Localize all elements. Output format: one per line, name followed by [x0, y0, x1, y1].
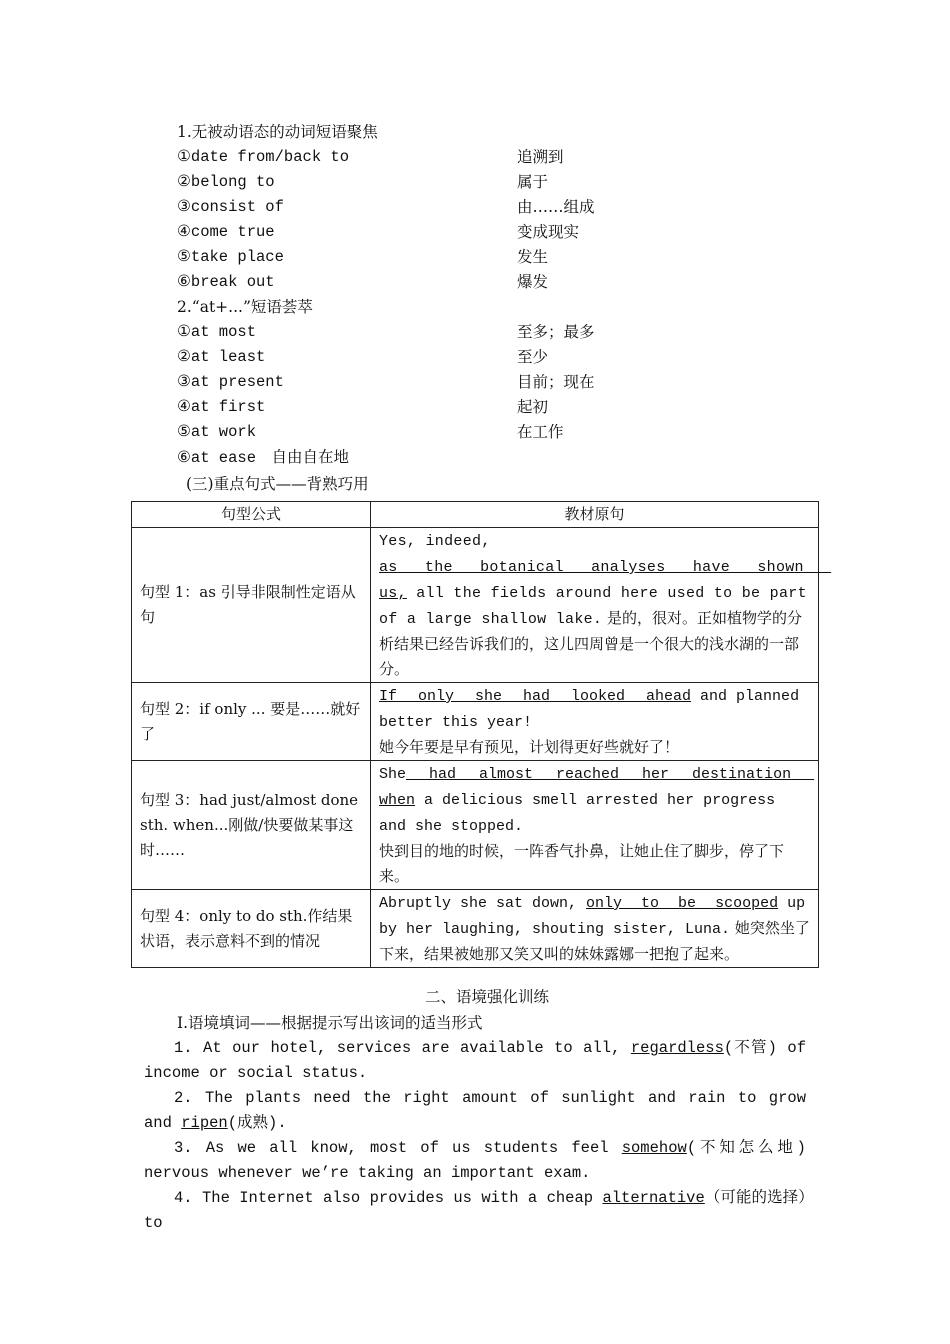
- answer-fill: regardless: [630, 1039, 724, 1057]
- phrase-zh: 由……组成: [517, 198, 595, 216]
- source-cell: [371, 528, 832, 683]
- phrase-row: [177, 420, 777, 445]
- sentence-underlined: only to be scooped: [586, 895, 779, 912]
- part1-title: Ⅰ.语境填词——根据提示写出该词的适当形式: [177, 1014, 483, 1032]
- sentence-translation: 快到目的地的时候，一阵香气扑鼻，让她止住了脚步，停了下来。: [379, 842, 785, 885]
- phrase-row: [177, 345, 777, 370]
- phrase-en: ②at least: [177, 348, 266, 366]
- phrase-en: ①at most: [177, 323, 257, 341]
- phrase-zh: 属于: [517, 173, 549, 191]
- sentence-translation: 她突然坐了下来，结果被她那又笑又叫的妹妹露娜一把抱了起来。: [379, 919, 810, 963]
- item-text-pre: 1. At our hotel, services are available to all,: [174, 1039, 631, 1057]
- answer-fill: alternative: [602, 1189, 705, 1207]
- pattern-cell: 句型 3：had just/almost done sth. when...刚做/快要做某事这时……: [132, 761, 371, 890]
- phrase-en: ④come true: [177, 223, 275, 241]
- phrase-row: [177, 370, 777, 395]
- source-cell: [371, 890, 819, 968]
- pattern-cell: 句型 2：if only ... 要是……就好了: [132, 683, 371, 761]
- source-sentence: [379, 766, 814, 835]
- phrase-row: [177, 245, 777, 270]
- pattern-cell: 句型 1：as 引导非限制性定语从句: [132, 528, 371, 683]
- item-text-post: (不管) of income or social status.: [144, 1039, 806, 1082]
- phrase-zh: 目前；现在: [517, 373, 595, 391]
- table-row: [132, 890, 819, 968]
- table-header-row: [132, 502, 819, 528]
- sentence-post: all the fields around here used to be part of a large shallow lake.: [379, 585, 817, 628]
- phrase-en: ⑥break out: [177, 273, 275, 291]
- pattern-cell: 句型 4：only to do sth.作结果状语，表示意料不到的情况: [132, 890, 371, 968]
- item-text-pre: 3. As we all know, most of us students feel: [174, 1139, 622, 1157]
- phrase-en: ④at first: [177, 398, 266, 416]
- phrase-zh: 在工作: [517, 423, 564, 441]
- phrase-zh: 至多；最多: [517, 323, 595, 341]
- phrase-zh: 至少: [517, 348, 549, 366]
- phrase-zh: 爆发: [517, 273, 549, 291]
- sentence-pre: Abruptly she sat down,: [379, 895, 587, 912]
- sentence-translation: 她今年要是早有预见，计划得更好些就好了！: [379, 738, 680, 756]
- phrase-row: [177, 320, 777, 345]
- phrase-en: ③at present: [177, 373, 284, 391]
- phrase-zh: 起初: [517, 398, 549, 416]
- sentence-pattern-table: [131, 501, 832, 968]
- exercise-item: [144, 1086, 806, 1136]
- source-cell: [371, 683, 819, 761]
- phrase-row: [177, 270, 777, 295]
- answer-fill: ripen: [181, 1114, 228, 1132]
- table-row: [132, 761, 819, 890]
- exercise-item: [144, 1036, 806, 1086]
- table-row: [132, 683, 819, 761]
- phrase-row: [177, 170, 777, 195]
- section2-title: 二、语境强化训练: [425, 988, 550, 1006]
- phrase-zh: 追溯到: [517, 148, 564, 166]
- sentence-translation: 是的，很对。正如植物学的分析结果已经告诉我们的，这儿四周曾是一个很大的浅水湖的一部分。: [379, 609, 803, 678]
- sentence-underlined: If only she had looked ahead: [379, 688, 692, 705]
- phrase-en: ①date from/back to: [177, 148, 350, 166]
- item-text-pre: 2. The plants need the right amount of sunlight and rain to grow and: [144, 1089, 806, 1132]
- phrase-zh: 变成现实: [517, 223, 580, 241]
- sentence-post: up by her laughing, shouting sister, Luna.: [379, 895, 815, 938]
- table-header-pattern: 句型公式: [132, 502, 371, 528]
- phrase-row: [177, 145, 777, 170]
- table-header-source: 教材原句: [371, 502, 819, 528]
- phrase-row-last: ⑥at ease 自由自在地: [177, 449, 350, 467]
- sentence-underlined: had almost reached her destination when: [379, 766, 815, 809]
- source-cell: [371, 761, 819, 890]
- phrases-title: 1.无被动语态的动词短语聚焦: [177, 123, 378, 141]
- item-text-pre: 4. The Internet also provides us with a cheap: [174, 1189, 603, 1207]
- sentence-underlined: as the botanical analyses have shown us,: [379, 559, 832, 602]
- phrase-row: [177, 395, 777, 420]
- item-text-post: (成熟).: [227, 1114, 287, 1132]
- exercise-item: [144, 1186, 806, 1236]
- phrase-en: ⑤take place: [177, 248, 284, 266]
- at-phrases-title: 2.“at+...”短语荟萃: [177, 298, 313, 316]
- phrase-en: ②belong to: [177, 173, 275, 191]
- phrase-en: ⑤at work: [177, 423, 257, 441]
- section3-title: (三)重点句式——背熟巧用: [186, 475, 369, 493]
- exercise-item: [144, 1136, 806, 1186]
- item-text-post: （可能的选择）to: [144, 1189, 806, 1232]
- sentence-pre: Yes, indeed,: [379, 533, 491, 550]
- phrase-zh: 发生: [517, 248, 549, 266]
- item-text-post: (不知怎么地) nervous whenever we’re taking an important exam.: [144, 1139, 806, 1182]
- phrase-en: ③consist of: [177, 198, 284, 216]
- phrase-row: [177, 220, 777, 245]
- source-sentence: [379, 688, 808, 731]
- phrase-row: [177, 195, 777, 220]
- answer-fill: somehow: [621, 1139, 687, 1157]
- sentence-post: and planned better this year!: [379, 688, 809, 731]
- sentence-post: a delicious smell arrested her progress and she stopped.: [379, 792, 785, 835]
- table-row: [132, 528, 819, 683]
- sentence-pre: She: [379, 766, 407, 783]
